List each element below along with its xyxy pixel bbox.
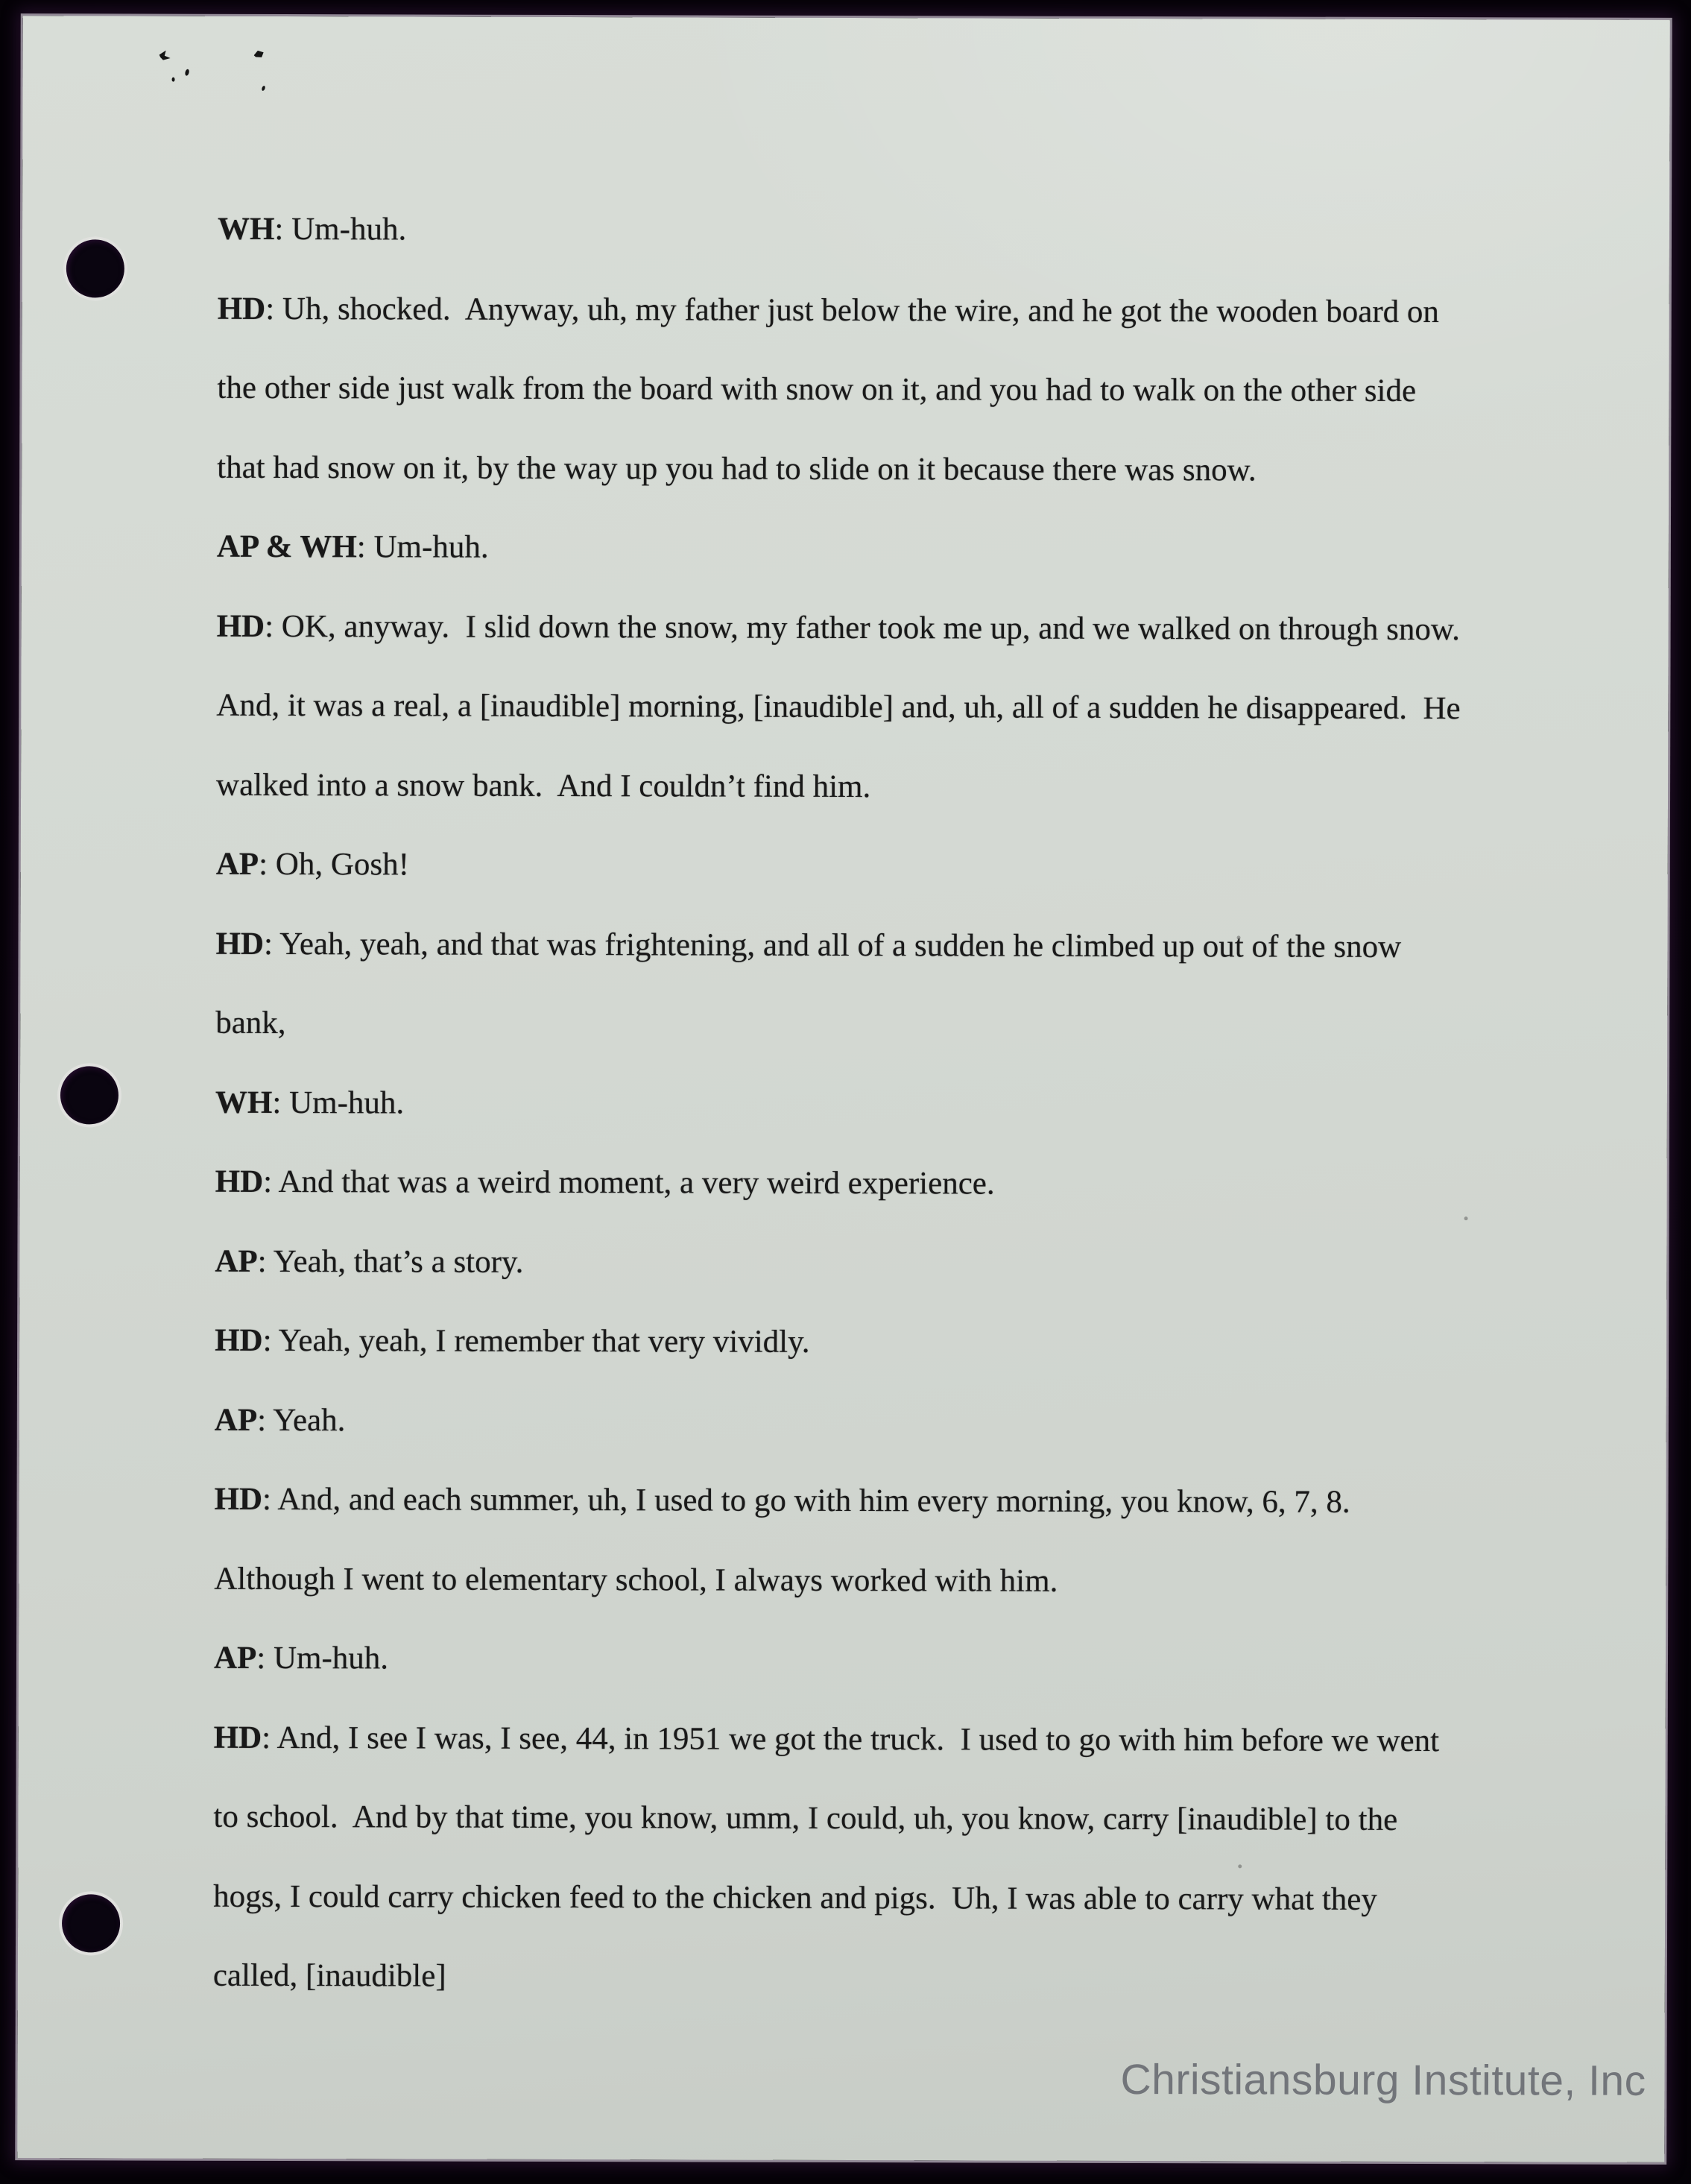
speaker-label: WH [215, 1085, 273, 1120]
speaker-label: HD [215, 926, 265, 962]
transcript-line: HD: OK, anyway. I slid down the snow, my father took me up, and we walked on through snow. [216, 608, 1461, 647]
transcript-line: the other side just walk from the board with snow on it, and you had to walk on the other side [217, 370, 1417, 409]
transcript-line: AP: Yeah, that’s a story. [215, 1243, 524, 1280]
transcript-line: that had snow on it, by the way up you had to slide on it because there was snow. [217, 449, 1257, 487]
speaker-label: AP [213, 1640, 257, 1676]
transcript-line: AP: Um-huh. [213, 1640, 389, 1676]
speaker-label: HD [214, 1481, 263, 1517]
ink-speck [159, 51, 171, 60]
transcript-line: WH: Um-huh. [217, 211, 407, 247]
transcript-line: HD: And, and each summer, uh, I used to go with him every morning, you know, 6, 7, 8. [214, 1481, 1350, 1520]
transcript-line: AP: Oh, Gosh! [215, 846, 410, 883]
transcript-line: HD: Yeah, yeah, I remember that very vividly. [215, 1322, 810, 1360]
speaker-label: AP [215, 846, 259, 882]
speaker-label: AP [215, 1243, 258, 1279]
transcript-line: HD: Uh, shocked. Anyway, uh, my father just below the wire, and he got the wooden board on [217, 291, 1440, 329]
hole-punch-bottom [59, 1891, 123, 1955]
transcript-line: called, [inaudible] [212, 1957, 446, 1994]
speaker-label: HD [217, 291, 266, 326]
transcript [213, 190, 1552, 2019]
speaker-label: HD [215, 1164, 264, 1199]
ink-speck [254, 51, 264, 57]
speaker-label: AP & WH [216, 528, 357, 565]
transcript-line: HD: Yeah, yeah, and that was frightening, and all of a sudden he climbed up out of the snow [215, 926, 1402, 965]
transcript-line: AP & WH: Um-huh. [216, 528, 489, 565]
speaker-label: HD [216, 608, 265, 644]
transcript-line: bank, [215, 1005, 286, 1041]
ink-speck [184, 69, 189, 76]
transcript-line: HD: And that was a weird moment, a very weird experience. [215, 1164, 995, 1202]
hole-punch-top [63, 236, 127, 300]
transcript-line: WH: Um-huh. [215, 1085, 405, 1120]
ink-speck [172, 78, 175, 82]
transcript-line: AP: Yeah. [214, 1402, 346, 1438]
document-page [17, 16, 1670, 2162]
speaker-label: WH [217, 211, 275, 247]
transcript-line: And, it was a real, a [inaudible] morning, [inaudible] and, uh, all of a sudden he disappeared. He [216, 687, 1461, 727]
ink-speck [261, 85, 265, 91]
transcript-line: HD: And, I see I was, I see, 44, in 1951 we got the truck. I used to go with him before we went [213, 1720, 1440, 1758]
hole-punch-middle [57, 1063, 121, 1127]
transcript-line: to school. And by that time, you know, umm, I could, uh, you know, carry [inaudible] to the [213, 1799, 1398, 1837]
speaker-label: HD [215, 1322, 263, 1358]
speaker-label: HD [213, 1720, 262, 1755]
transcript-line: hogs, I could carry chicken feed to the chicken and pigs. Uh, I was able to carry what they [213, 1878, 1377, 1917]
transcript-line: walked into a snow bank. And I couldn’t find him. [216, 767, 871, 804]
watermark: Christiansburg Institute, Inc [1120, 2055, 1646, 2105]
speaker-label: AP [214, 1402, 258, 1438]
transcript-line: Although I went to elementary school, I always worked with him. [214, 1561, 1058, 1599]
